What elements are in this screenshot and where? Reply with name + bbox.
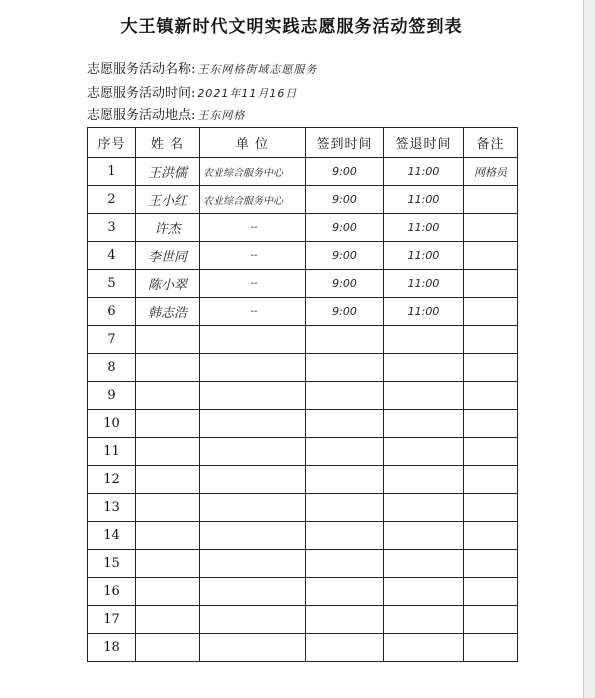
cell-signout-time: 11:00 xyxy=(384,214,464,242)
cell-remark xyxy=(464,326,518,354)
table-row xyxy=(88,550,518,578)
cell-number: 15 xyxy=(88,550,136,578)
cell-unit xyxy=(200,354,306,382)
cell-signout-time: 11:00 xyxy=(384,270,464,298)
table-row xyxy=(88,494,518,522)
cell-number: 18 xyxy=(88,634,136,662)
cell-remark xyxy=(464,550,518,578)
cell-name: 许杰 xyxy=(136,214,200,242)
cell-signout-time: 11:00 xyxy=(384,298,464,326)
table-row xyxy=(88,578,518,606)
cell-remark xyxy=(464,382,518,410)
cell-number: 9 xyxy=(88,382,136,410)
cell-remark xyxy=(464,578,518,606)
table-header-row xyxy=(88,128,518,158)
signin-table xyxy=(87,127,518,662)
header-remark: 备注 xyxy=(464,128,518,158)
cell-signin-time xyxy=(306,578,384,606)
activity-time-line xyxy=(87,82,297,101)
cell-unit xyxy=(200,550,306,578)
activity-place-value: 王东网格 xyxy=(197,109,246,122)
table-row xyxy=(88,466,518,494)
cell-signin-time xyxy=(306,466,384,494)
cell-number: 12 xyxy=(88,466,136,494)
cell-signin-time xyxy=(306,354,384,382)
cell-unit xyxy=(200,606,306,634)
cell-number: 6 xyxy=(88,298,136,326)
cell-name: 陈小翠 xyxy=(136,270,200,298)
cell-name xyxy=(136,578,200,606)
cell-unit xyxy=(200,438,306,466)
cell-signout-time xyxy=(384,550,464,578)
cell-name xyxy=(136,634,200,662)
cell-name xyxy=(136,550,200,578)
cell-signout-time: 11:00 xyxy=(384,242,464,270)
cell-unit: 农业综合服务中心 xyxy=(200,186,306,214)
header-number: 序号 xyxy=(88,128,136,158)
cell-signin-time: 9:00 xyxy=(306,270,384,298)
cell-number: 3 xyxy=(88,214,136,242)
cell-signin-time xyxy=(306,634,384,662)
cell-number: 17 xyxy=(88,606,136,634)
activity-name-line xyxy=(87,58,317,77)
table-row xyxy=(88,438,518,466)
cell-name xyxy=(136,522,200,550)
cell-unit xyxy=(200,522,306,550)
cell-unit: -- xyxy=(200,298,306,326)
cell-name xyxy=(136,494,200,522)
table-row xyxy=(88,214,518,242)
cell-remark xyxy=(464,242,518,270)
table-row xyxy=(88,410,518,438)
cell-name xyxy=(136,438,200,466)
cell-number: 2 xyxy=(88,186,136,214)
cell-remark xyxy=(464,354,518,382)
cell-signout-time xyxy=(384,326,464,354)
cell-remark xyxy=(464,606,518,634)
cell-name: 李世同 xyxy=(136,242,200,270)
cell-remark xyxy=(464,186,518,214)
cell-signin-time xyxy=(306,438,384,466)
cell-remark xyxy=(464,298,518,326)
cell-signout-time xyxy=(384,494,464,522)
cell-signout-time xyxy=(384,634,464,662)
cell-name xyxy=(136,466,200,494)
cell-signin-time xyxy=(306,410,384,438)
cell-number: 4 xyxy=(88,242,136,270)
cell-name xyxy=(136,354,200,382)
cell-name xyxy=(136,410,200,438)
cell-signout-time xyxy=(384,578,464,606)
activity-time-value: 2021年11月16日 xyxy=(197,87,298,100)
header-signin-time: 签到时间 xyxy=(306,128,384,158)
cell-number: 1 xyxy=(88,158,136,186)
cell-signin-time xyxy=(306,606,384,634)
cell-unit: -- xyxy=(200,242,306,270)
cell-signin-time: 9:00 xyxy=(306,242,384,270)
cell-remark xyxy=(464,634,518,662)
cell-unit: -- xyxy=(200,214,306,242)
cell-unit: 农业综合服务中心 xyxy=(200,158,306,186)
cell-number: 7 xyxy=(88,326,136,354)
cell-signin-time xyxy=(306,326,384,354)
cell-signin-time xyxy=(306,494,384,522)
cell-signin-time: 9:00 xyxy=(306,186,384,214)
activity-time-label: 志愿服务活动时间: xyxy=(87,86,196,101)
table-row xyxy=(88,326,518,354)
cell-remark: 网格员 xyxy=(464,158,518,186)
cell-unit xyxy=(200,410,306,438)
cell-signin-time: 9:00 xyxy=(306,158,384,186)
table-row xyxy=(88,186,518,214)
header-name: 姓 名 xyxy=(136,128,200,158)
cell-number: 10 xyxy=(88,410,136,438)
cell-signout-time xyxy=(384,438,464,466)
cell-signin-time xyxy=(306,382,384,410)
table-row xyxy=(88,298,518,326)
cell-number: 14 xyxy=(88,522,136,550)
cell-name: 王小红 xyxy=(136,186,200,214)
cell-remark xyxy=(464,466,518,494)
activity-name-value: 王东网格街域志愿服务 xyxy=(197,63,318,76)
table-row xyxy=(88,242,518,270)
table-row xyxy=(88,606,518,634)
cell-unit xyxy=(200,382,306,410)
cell-remark xyxy=(464,494,518,522)
activity-name-label: 志愿服务活动名称: xyxy=(87,62,196,77)
cell-signout-time xyxy=(384,606,464,634)
cell-signout-time xyxy=(384,466,464,494)
cell-unit xyxy=(200,466,306,494)
cell-remark xyxy=(464,270,518,298)
cell-signout-time: 11:00 xyxy=(384,186,464,214)
cell-signin-time xyxy=(306,550,384,578)
cell-remark xyxy=(464,438,518,466)
cell-name: 韩志浩 xyxy=(136,298,200,326)
cell-number: 11 xyxy=(88,438,136,466)
cell-number: 16 xyxy=(88,578,136,606)
cell-number: 13 xyxy=(88,494,136,522)
cell-name: 王洪儒 xyxy=(136,158,200,186)
cell-signin-time: 9:00 xyxy=(306,298,384,326)
page-title: 大王镇新时代文明实践志愿服务活动签到表 xyxy=(120,17,463,37)
cell-signout-time xyxy=(384,382,464,410)
cell-name xyxy=(136,326,200,354)
cell-remark xyxy=(464,410,518,438)
cell-unit xyxy=(200,634,306,662)
table-row xyxy=(88,270,518,298)
cell-unit: -- xyxy=(200,270,306,298)
table-row xyxy=(88,158,518,186)
table-row xyxy=(88,522,518,550)
cell-number: 8 xyxy=(88,354,136,382)
page-edge xyxy=(583,0,595,698)
cell-unit xyxy=(200,326,306,354)
cell-name xyxy=(136,382,200,410)
table-row xyxy=(88,354,518,382)
activity-place-label: 志愿服务活动地点: xyxy=(87,108,196,123)
cell-number: 5 xyxy=(88,270,136,298)
header-signout-time: 签退时间 xyxy=(384,128,464,158)
cell-signout-time xyxy=(384,522,464,550)
activity-place-line xyxy=(87,104,245,123)
cell-unit xyxy=(200,578,306,606)
cell-signout-time xyxy=(384,410,464,438)
header-unit: 单 位 xyxy=(200,128,306,158)
table-row xyxy=(88,382,518,410)
table-row xyxy=(88,634,518,662)
cell-signin-time: 9:00 xyxy=(306,214,384,242)
cell-remark xyxy=(464,214,518,242)
cell-unit xyxy=(200,494,306,522)
cell-signout-time xyxy=(384,354,464,382)
cell-remark xyxy=(464,522,518,550)
cell-name xyxy=(136,606,200,634)
cell-signin-time xyxy=(306,522,384,550)
cell-signout-time: 11:00 xyxy=(384,158,464,186)
